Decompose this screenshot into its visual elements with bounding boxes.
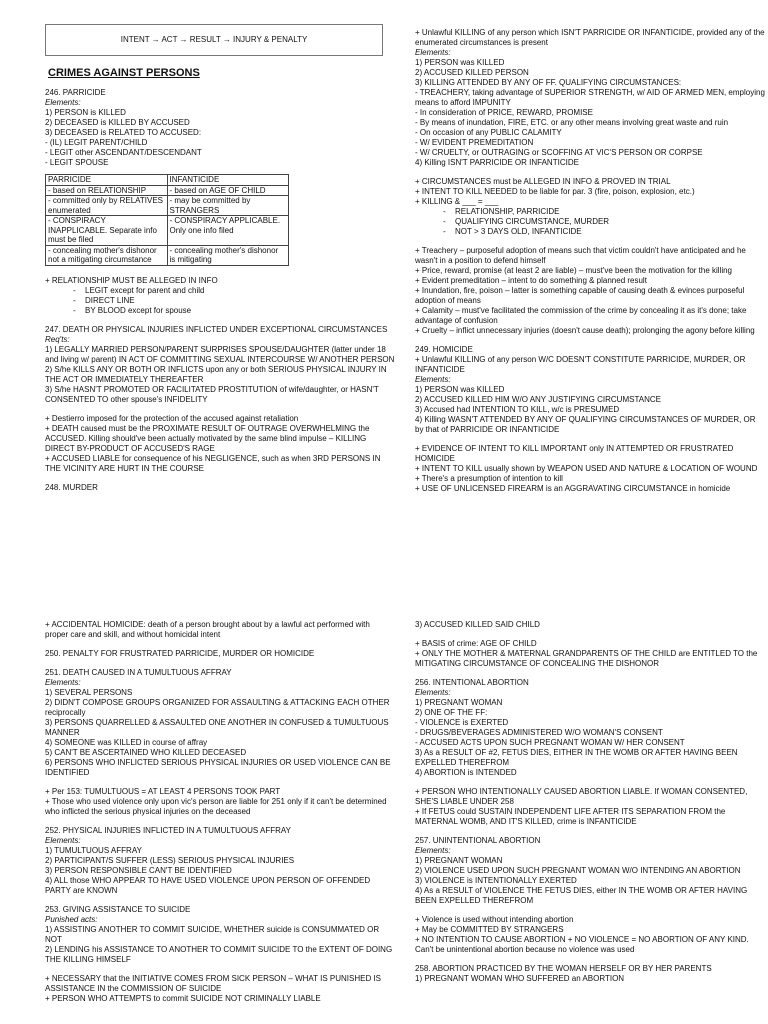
- text-line: - W/ CRUELTY, or OUTRAGING or SCOFFING AT VIC'S PERSON OR CORPSE: [415, 148, 703, 157]
- text-line: + INTENT TO KILL usually shown by WEAPON USED AND NATURE & LOCATION OF WOUND: [415, 464, 758, 473]
- table-cell: - concealing mother's dishonor is mitigating: [167, 245, 289, 265]
- text-line: 2) VIOLENCE USED UPON SUCH PREGNANT WOMAN W/O INTENDING AN ABORTION: [415, 866, 741, 875]
- text-line: - W/ EVIDENT PREMEDITATION: [415, 138, 534, 147]
- text-line: 1) LEGALLY MARRIED PERSON/PARENT SURPRISES SPOUSE/DAUGHTER (latter under 18 and living w/ parent) IN ACT OF COMMITTING SEXUAL INTERCOURSE W/ ANOTHER PERSON: [45, 344, 395, 364]
- murder-block: [415, 28, 765, 207]
- table-cell: - based on AGE OF CHILD: [167, 185, 289, 196]
- table-cell: - committed only by RELATIVES enumerated: [46, 196, 168, 216]
- text-line: 3) Accused had INTENTION TO KILL, w/c is PRESUMED: [415, 405, 620, 414]
- text-line: 258. ABORTION PRACTICED BY THE WOMAN HERSELF OR BY HER PARENTS: [415, 964, 712, 973]
- spacer: [415, 435, 765, 444]
- text-line: 253. GIVING ASSISTANCE TO SUICIDE: [45, 905, 191, 914]
- text-line: - (IL) LEGIT PARENT/CHILD: [45, 138, 148, 147]
- text-line: + Inundation, fire, poison – latter is something capable of causing death & evinces purposeful adoption of means: [415, 286, 745, 305]
- text-line: 250. PENALTY FOR FRUSTRATED PARRICIDE, MURDER OR HOMICIDE: [45, 649, 315, 658]
- text-line: 3) KILLING ATTENDED BY ANY OF FF. QUALIFYING CIRCUMSTANCES:: [415, 78, 682, 87]
- spacer: [45, 965, 395, 974]
- text-line: 247. DEATH OR PHYSICAL INJURIES INFLICTED UNDER EXCEPTIONAL CIRCUMSTANCES: [45, 324, 388, 334]
- text-line: + Calamity – must've facilitated the commission of the crime by concealing it as it's done; take advantage of confusion: [415, 306, 747, 325]
- parricide-block: [45, 88, 395, 168]
- text-line: Elements:: [45, 98, 81, 107]
- text-line: 2) PARTICIPANT/S SUFFER (LESS) SERIOUS PHYSICAL INJURIES: [45, 856, 295, 865]
- text-line: + Per 153: TUMULTUOUS = AT LEAST 4 PERSONS TOOK PART: [45, 787, 281, 796]
- table-header-cell: INFANTICIDE: [167, 175, 289, 186]
- relationship-sublist: [45, 286, 395, 316]
- spacer: [45, 405, 395, 414]
- text-line: 4) Killing ISN'T PARRICIDE OR INFANTICIDE: [415, 158, 579, 167]
- table-cell: - CONSPIRACY APPLICABLE. Only one info filed: [167, 216, 289, 246]
- section-heading: CRIMES AGAINST PERSONS: [48, 67, 200, 79]
- text-line: Req'ts:: [45, 334, 70, 344]
- affray-suicide-block: [45, 620, 395, 1004]
- text-line: + ACCIDENTAL HOMICIDE: death of a person brought about by a lawful act performed with proper care and skill, and without homicidal intent: [45, 620, 370, 639]
- article-247-block: [45, 316, 395, 493]
- text-line: 4) Killing WASN'T ATTENDED BY ANY OF QUALIFYING CIRCUMSTANCES OF MURDER, OR by that of PARRICIDE OR INFANTICIDE: [415, 415, 756, 434]
- text-line: + PERSON WHO ATTEMPTS to commit SUICIDE NOT CRIMINALLY LIABLE: [45, 994, 321, 1003]
- title-box: INTENT → ACT → RESULT → INJURY & PENALTY: [45, 24, 383, 56]
- text-line: - LEGIT other ASCENDANT/DESCENDANT: [45, 148, 202, 157]
- text-line: Elements:: [415, 48, 451, 57]
- text-line: 3) S/he HASN'T PROMOTED OR FACILITATED PROSTITUTION of wife/daughter, or HASN'T CONSENTED TO other spouse's INFIDELITY: [45, 384, 379, 404]
- text-line: Elements:: [415, 375, 451, 384]
- text-line: Elements:: [415, 846, 451, 855]
- text-line: 1) PREGNANT WOMAN WHO SUFFERED an ABORTION: [415, 974, 625, 983]
- text-line: 251. DEATH CAUSED IN A TUMULTUOUS AFFRAY: [45, 668, 232, 677]
- text-line: 2) ACCUSED KILLED HIM W/O ANY JUSTIFYING CIRCUMSTANCE: [415, 395, 661, 404]
- text-line: Elements:: [45, 836, 81, 845]
- text-line: + NO INTENTION TO CAUSE ABORTION + NO VIOLENCE = NO ABORTION OF ANY KIND. Can't be unintentional abortion because no violence was used: [415, 935, 749, 954]
- text-line: 5) CAN'T BE ASCERTAINED WHO KILLED DECEASED: [45, 748, 247, 757]
- text-line: 2) LENDING his ASSISTANCE TO ANOTHER TO COMMIT SUICIDE TO the EXTENT OF DOING THE KILLING HIMSELF: [45, 945, 393, 964]
- text-line: 2) DECEASED is KILLED BY ACCUSED: [45, 118, 190, 127]
- sublist-item: - DIRECT LINE: [85, 296, 395, 306]
- text-line: Punished acts:: [45, 915, 98, 924]
- spacer: [415, 778, 765, 787]
- table-cell: - CONSPIRACY INAPPLICABLE. Separate info must be filed: [46, 216, 168, 246]
- text-line: - DRUGS/BEVERAGES ADMINISTERED W/O WOMAN'S CONSENT: [415, 728, 663, 737]
- text-line: 2) ONE OF THE FF:: [415, 708, 488, 717]
- text-line: + If FETUS could SUSTAIN INDEPENDENT LIFE AFTER ITS SEPARATION FROM the MATERNAL WOMB, AND IT'S KILLED, crime is INFANTICIDE: [415, 807, 726, 826]
- spacer: [45, 896, 395, 905]
- text-line: 1) ASSISTING ANOTHER TO COMMIT SUICIDE, WHETHER suicide is CONSUMMATED OR NOT: [45, 925, 380, 944]
- text-line: 2) DIDN'T COMPOSE GROUPS ORGANIZED FOR ASSAULTING & ATTACKING EACH OTHER reciprocally: [45, 698, 390, 717]
- column-top-right: [415, 28, 765, 494]
- text-line: - On occasion of any PUBLIC CALAMITY: [415, 128, 562, 137]
- text-line: 4) ABORTION is INTENDED: [415, 768, 517, 777]
- table-row: [46, 185, 289, 196]
- text-line: 256. INTENTIONAL ABORTION: [415, 678, 529, 687]
- table-header-cell: PARRICIDE: [46, 175, 168, 186]
- text-line: 2) ACCUSED KILLED PERSON: [415, 68, 529, 77]
- spacer: [415, 955, 765, 964]
- text-line: + PERSON WHO INTENTIONALLY CAUSED ABORTION LIABLE. If WOMAN CONSENTED, SHE'S LIABLE UNDER 258: [415, 787, 748, 806]
- table-header-row: [46, 175, 289, 186]
- text-line: 4) SOMEONE was KILLED in course of affray: [45, 738, 208, 747]
- spacer: [45, 659, 395, 668]
- text-line: 1) PERSON was KILLED: [415, 58, 505, 67]
- text-line: - TREACHERY, taking advantage of SUPERIOR STRENGTH, w/ AID OF ARMED MEN, employing means to afford IMPUNITY: [415, 88, 765, 107]
- spacer: [45, 640, 395, 649]
- text-line: + Treachery – purposeful adoption of means such that victim couldn't have anticipated and he wasn't in a position to defend himself: [415, 246, 746, 265]
- text-line: 3) PERSONS QUARRELLED & ASSAULTED ONE ANOTHER IN CONFUSED & TUMULTUOUS MANNER: [45, 718, 389, 737]
- text-line: Elements:: [45, 678, 81, 687]
- text-line: 1) PREGNANT WOMAN: [415, 856, 503, 865]
- sublist-item: - QUALIFYING CIRCUMSTANCE, MURDER: [455, 217, 765, 227]
- text-line: + CIRCUMSTANCES must be ALLEGED IN INFO & PROVED IN TRIAL: [415, 177, 671, 186]
- text-line: + There's a presumption of intention to kill: [415, 474, 563, 483]
- sublist-item: - LEGIT except for parent and child: [85, 286, 395, 296]
- text-line: + Violence is used without intending abortion: [415, 915, 574, 924]
- text-line: + Evident premeditation – intent to do something & planned result: [415, 276, 647, 285]
- text-line: 246. PARRICIDE: [45, 88, 106, 97]
- text-line: + BASIS of crime: AGE OF CHILD: [415, 639, 537, 648]
- sublist-item: - RELATIONSHIP, PARRICIDE: [455, 207, 765, 217]
- abortion-block: [415, 620, 765, 984]
- text-line: + ACCUSED LIABLE for consequence of his NEGLIGENCE, such as when 3RD PERSONS IN THE VICINITY ARE HURT IN THE COURSE: [45, 453, 381, 473]
- text-line: 1) PREGNANT WOMAN: [415, 698, 503, 707]
- text-line: + Those who used violence only upon vic's person are liable for 251 only if it can't be determined who inflicted the serious physical injuries on the deceased: [45, 797, 387, 816]
- text-line: 252. PHYSICAL INJURIES INFLICTED IN A TUMULTUOUS AFFRAY: [45, 826, 291, 835]
- text-line: + Unlawful KILLING of any person which ISN'T PARRICIDE OR INFANTICIDE, provided any of the enumerated circumstances is present: [415, 28, 765, 47]
- text-line: - By means of inundation, FIRE, ETC. or any other means involving great waste and ruin: [415, 118, 729, 127]
- spacer: [415, 336, 765, 345]
- text-line: + EVIDENCE OF INTENT TO KILL IMPORTANT only IN ATTEMPTED OR FRUSTRATED HOMICIDE: [415, 444, 734, 463]
- spacer: [415, 669, 765, 678]
- column-top-left: [45, 24, 395, 493]
- text-line: 3) VIOLENCE is INTENTIONALLY EXERTED: [415, 876, 577, 885]
- spacer: [415, 827, 765, 836]
- table-cell: - may be committed by STRANGERS: [167, 196, 289, 216]
- spacer: [45, 817, 395, 826]
- spacer: [415, 168, 765, 177]
- text-line: + INTENT TO KILL NEEDED to be liable for par. 3 (fire, poison, explosion, etc.): [415, 187, 695, 196]
- text-line: 3) DECEASED is RELATED TO ACCUSED:: [45, 128, 202, 137]
- text-line: 1) PERSON is KILLED: [45, 108, 126, 117]
- table-cell: - based on RELATIONSHIP: [46, 185, 168, 196]
- spacer: [415, 237, 765, 246]
- text-line: 1) PERSON was KILLED: [415, 385, 505, 394]
- parricide-infanticide-table: [45, 174, 289, 266]
- text-line: 1) TUMULTUOUS AFFRAY: [45, 846, 142, 855]
- spacer: [45, 474, 395, 483]
- text-line: 4) As a RESULT of VIOLENCE THE FETUS DIES, either IN THE WOMB OR AFTER HAVING BEEN EXPELLED THEREFROM: [415, 886, 748, 905]
- spacer: [45, 316, 395, 325]
- table-row: [46, 245, 289, 265]
- text-line: + May be COMMITTED BY STRANGERS: [415, 925, 564, 934]
- text-line: 249. HOMICIDE: [415, 345, 473, 354]
- homicide-block: [415, 237, 765, 494]
- text-line: 4) ALL those WHO APPEAR TO HAVE USED VIOLENCE UPON PERSON OF OFFENDED PARTY are KNOWN: [45, 876, 371, 895]
- text-line: 248. MURDER: [45, 482, 98, 492]
- text-line: - ACCUSED ACTS UPON SUCH PREGNANT WOMAN W/ HER CONSENT: [415, 738, 685, 747]
- text-line: + Cruelty – inflict unnecessary injuries (doesn't cause death); prolonging the agony before killing: [415, 326, 755, 335]
- text-line: - LEGIT SPOUSE: [45, 158, 109, 167]
- column-bottom-left: [45, 620, 395, 1004]
- text-line: 6) PERSONS WHO INFLICTED SERIOUS PHYSICAL INJURIES OR USED VIOLENCE CAN BE IDENTIFIED: [45, 758, 391, 777]
- text-line: + KILLING & ___ = ___: [415, 197, 499, 206]
- text-line: - In consideration of PRICE, REWARD, PROMISE: [415, 108, 593, 117]
- table-row: [46, 196, 289, 216]
- sublist-item: - BY BLOOD except for spouse: [85, 306, 395, 316]
- spacer: [415, 630, 765, 639]
- text-line: 2) S/he KILLS ANY OR BOTH OR INFLICTS upon any or both SERIOUS PHYSICAL INJURY IN THE ACT OR IMMEDIATELY THEREAFTER: [45, 364, 387, 384]
- text-line: + NECESSARY that the INITIATIVE COMES FROM SICK PERSON – WHAT IS PUNISHED IS ASSISTANCE IN the COMMISSION OF SUICIDE: [45, 974, 382, 993]
- sublist-item: - NOT > 3 DAYS OLD, INFANTICIDE: [455, 227, 765, 237]
- text-line: + ONLY THE MOTHER & MATERNAL GRANDPARENTS OF THE CHILD are ENTITLED TO the MITIGATING CIRCUMSTANCE OF CONCEALING THE DISHONOR: [415, 649, 758, 668]
- spacer: [45, 778, 395, 787]
- text-line: + DEATH caused must be the PROXIMATE RESULT OF OUTRAGE OVERWHELMING the ACCUSED. Killing should've been actually motivated by the same blind impulse – KILLING DIRECT BY-PRODUCT OF ACCUSED'S RAGE: [45, 423, 370, 453]
- table-row: [46, 216, 289, 246]
- text-line: + Destierro imposed for the protection of the accused against retaliation: [45, 413, 299, 423]
- killing-sublist: [415, 207, 765, 237]
- spacer: [415, 906, 765, 915]
- text-line: 3) As a RESULT OF #2, FETUS DIES, EITHER IN THE WOMB OR AFTER HAVING BEEN EXPELLED THEREFROM: [415, 748, 738, 767]
- text-line: 257. UNINTENTIONAL ABORTION: [415, 836, 541, 845]
- text-line: - VIOLENCE is EXERTED: [415, 718, 509, 727]
- relationship-note: + RELATIONSHIP MUST BE ALLEGED IN INFO: [45, 275, 218, 285]
- text-line: 1) SEVERAL PERSONS: [45, 688, 133, 697]
- table-cell: - concealing mother's dishonor not a mitigating circumstance: [46, 245, 168, 265]
- text-line: 3) PERSON RESPONSIBLE CAN'T BE IDENTIFIED: [45, 866, 232, 875]
- text-line: Elements:: [415, 688, 451, 697]
- column-bottom-right: [415, 620, 765, 984]
- text-line: + Unlawful KILLING of any person W/C DOESN'T CONSTITUTE PARRICIDE, MURDER, OR INFANTICIDE: [415, 355, 746, 374]
- text-line: + USE OF UNLICENSED FIREARM is an AGGRAVATING CIRCUMSTANCE in homicide: [415, 484, 731, 493]
- text-line: + Price, reward, promise (at least 2 are liable) – must've been the motivation for the killing: [415, 266, 733, 275]
- text-line: 3) ACCUSED KILLED SAID CHILD: [415, 620, 540, 629]
